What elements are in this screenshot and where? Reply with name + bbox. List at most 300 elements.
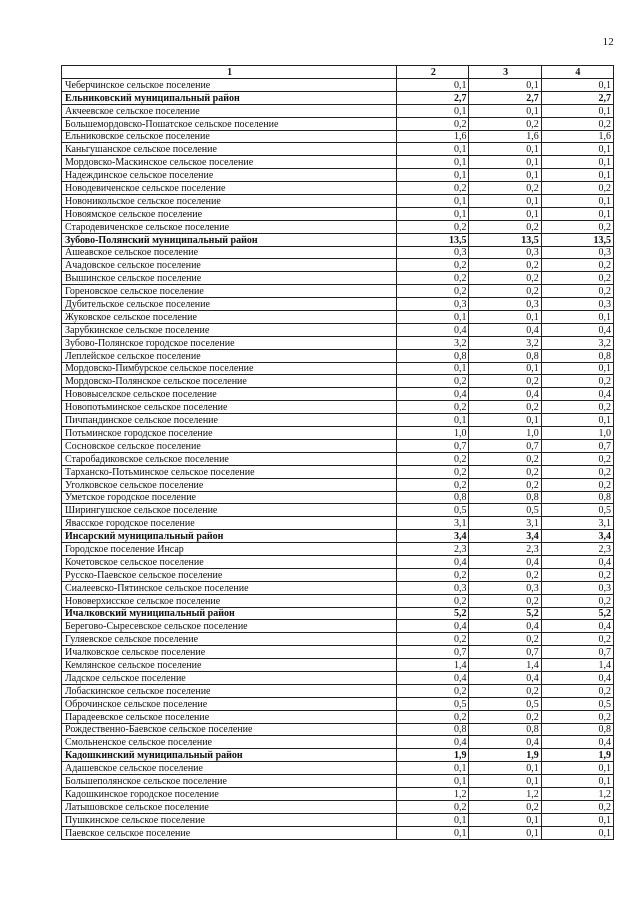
- value-col-4: 0,2: [541, 452, 613, 465]
- table-row: [62, 800, 614, 813]
- value-col-2: 0,2: [397, 633, 469, 646]
- settlement-name: Сосновское сельское поселение: [62, 439, 397, 452]
- table-row: [62, 311, 614, 324]
- value-col-4: 5,2: [541, 607, 613, 620]
- settlement-name: Русско-Паевское сельское поселение: [62, 568, 397, 581]
- table-row: [62, 594, 614, 607]
- value-col-4: 0,2: [541, 478, 613, 491]
- value-col-4: 3,1: [541, 517, 613, 530]
- district-row: [62, 749, 614, 762]
- value-col-3: 0,4: [469, 620, 541, 633]
- value-col-3: 0,8: [469, 491, 541, 504]
- table-row: [62, 156, 614, 169]
- value-col-2: 0,2: [397, 182, 469, 195]
- value-col-2: 0,3: [397, 298, 469, 311]
- table-row: [62, 117, 614, 130]
- value-col-2: 0,5: [397, 697, 469, 710]
- table-row: [62, 787, 614, 800]
- settlement-name: Мордовско-Маскинское сельское поселение: [62, 156, 397, 169]
- settlement-name: Ачадовское сельское поселение: [62, 259, 397, 272]
- district-row: [62, 91, 614, 104]
- value-col-2: 0,1: [397, 143, 469, 156]
- value-col-3: 0,1: [469, 169, 541, 182]
- value-col-2: 0,2: [397, 375, 469, 388]
- table-row: [62, 143, 614, 156]
- table-row: [62, 555, 614, 568]
- value-col-2: 0,1: [397, 826, 469, 839]
- table-row: [62, 349, 614, 362]
- value-col-4: 3,4: [541, 530, 613, 543]
- value-col-4: 0,1: [541, 826, 613, 839]
- value-col-2: 0,7: [397, 439, 469, 452]
- table-row: [62, 104, 614, 117]
- settlement-name: Надеждинское сельское поселение: [62, 169, 397, 182]
- value-col-3: 0,1: [469, 362, 541, 375]
- settlement-name: Сиалеевско-Пятинское сельское поселение: [62, 581, 397, 594]
- table-row: [62, 207, 614, 220]
- table-row: [62, 414, 614, 427]
- value-col-3: 0,2: [469, 800, 541, 813]
- value-col-2: 1,0: [397, 427, 469, 440]
- value-col-4: 0,1: [541, 169, 613, 182]
- value-col-3: 0,2: [469, 220, 541, 233]
- settlement-name: Жуковское сельское поселение: [62, 311, 397, 324]
- value-col-2: 1,4: [397, 659, 469, 672]
- value-col-3: 0,4: [469, 671, 541, 684]
- value-col-4: 0,2: [541, 220, 613, 233]
- value-col-4: 1,4: [541, 659, 613, 672]
- value-col-4: 0,4: [541, 388, 613, 401]
- value-col-3: 1,0: [469, 427, 541, 440]
- value-col-2: 0,3: [397, 246, 469, 259]
- value-col-2: 0,5: [397, 504, 469, 517]
- value-col-3: 0,2: [469, 259, 541, 272]
- value-col-2: 0,4: [397, 736, 469, 749]
- table-row: [62, 671, 614, 684]
- value-col-2: 1,9: [397, 749, 469, 762]
- settlement-name: Кадошкинское городское поселение: [62, 787, 397, 800]
- table-row: [62, 298, 614, 311]
- table-row: [62, 130, 614, 143]
- settlement-name: Пичпандинское сельское поселение: [62, 414, 397, 427]
- value-col-4: 0,4: [541, 736, 613, 749]
- value-col-2: 0,2: [397, 800, 469, 813]
- value-col-4: 0,8: [541, 723, 613, 736]
- value-col-4: 0,1: [541, 79, 613, 92]
- value-col-2: 0,2: [397, 220, 469, 233]
- settlement-name: Адашевское сельское поселение: [62, 762, 397, 775]
- table-row: [62, 659, 614, 672]
- value-col-2: 0,1: [397, 79, 469, 92]
- settlement-name: Инсарский муниципальный район: [62, 530, 397, 543]
- settlement-name: Вышинское сельское поселение: [62, 272, 397, 285]
- value-col-2: 1,2: [397, 787, 469, 800]
- table-row: [62, 439, 614, 452]
- table-row: [62, 272, 614, 285]
- settlement-name: Городское поселение Инсар: [62, 543, 397, 556]
- header-col-1: 1: [62, 66, 397, 79]
- table-row: [62, 736, 614, 749]
- value-col-3: 0,8: [469, 723, 541, 736]
- value-col-3: 0,1: [469, 104, 541, 117]
- settlement-name: Новоникольское сельское поселение: [62, 195, 397, 208]
- value-col-3: 0,2: [469, 272, 541, 285]
- value-col-3: 0,5: [469, 504, 541, 517]
- value-col-2: 0,4: [397, 555, 469, 568]
- settlement-name: Тарханско-Потьминское сельское поселение: [62, 465, 397, 478]
- table-row: [62, 465, 614, 478]
- value-col-2: 0,1: [397, 775, 469, 788]
- settlement-name: Уголковское сельское поселение: [62, 478, 397, 491]
- table-row: [62, 633, 614, 646]
- value-col-2: 0,7: [397, 646, 469, 659]
- value-col-4: 0,1: [541, 775, 613, 788]
- value-col-3: 2,3: [469, 543, 541, 556]
- settlement-name: Ладское сельское поселение: [62, 671, 397, 684]
- table-row: [62, 775, 614, 788]
- value-col-3: 0,2: [469, 117, 541, 130]
- value-col-3: 1,6: [469, 130, 541, 143]
- table-row: [62, 246, 614, 259]
- value-col-4: 0,8: [541, 491, 613, 504]
- value-col-2: 0,4: [397, 620, 469, 633]
- value-col-4: 0,4: [541, 555, 613, 568]
- value-col-4: 0,4: [541, 323, 613, 336]
- value-col-3: 0,3: [469, 581, 541, 594]
- settlement-name: Новодевиченское сельское поселение: [62, 182, 397, 195]
- value-col-4: 3,2: [541, 336, 613, 349]
- value-col-3: 13,5: [469, 233, 541, 246]
- district-row: [62, 530, 614, 543]
- value-col-3: 0,5: [469, 697, 541, 710]
- table-row: [62, 259, 614, 272]
- value-col-2: 0,8: [397, 723, 469, 736]
- settlement-name: Дубительское сельское поселение: [62, 298, 397, 311]
- table-row: [62, 362, 614, 375]
- settlement-name: Зубово-Полянское городское поселение: [62, 336, 397, 349]
- value-col-3: 3,4: [469, 530, 541, 543]
- settlement-name: Большемордовско-Пошатское сельское поселение: [62, 117, 397, 130]
- value-col-4: 2,3: [541, 543, 613, 556]
- value-col-3: 0,2: [469, 710, 541, 723]
- value-col-2: 0,1: [397, 311, 469, 324]
- value-col-2: 0,2: [397, 117, 469, 130]
- table-row: [62, 401, 614, 414]
- value-col-2: 1,6: [397, 130, 469, 143]
- table-row: [62, 646, 614, 659]
- page-number: 12: [602, 36, 614, 48]
- value-col-4: 1,0: [541, 427, 613, 440]
- value-col-3: 0,4: [469, 555, 541, 568]
- value-col-4: 0,2: [541, 375, 613, 388]
- value-col-2: 0,1: [397, 362, 469, 375]
- table-row: [62, 543, 614, 556]
- table-row: [62, 375, 614, 388]
- value-col-3: 0,8: [469, 349, 541, 362]
- value-col-3: 2,7: [469, 91, 541, 104]
- table-row: [62, 182, 614, 195]
- settlement-name: Зубово-Полянский муниципальный район: [62, 233, 397, 246]
- settlement-name: Ельниковский муниципальный район: [62, 91, 397, 104]
- value-col-3: 0,7: [469, 439, 541, 452]
- value-col-4: 0,2: [541, 800, 613, 813]
- settlement-name: Чеберчинское сельское поселение: [62, 79, 397, 92]
- value-col-2: 0,1: [397, 156, 469, 169]
- table-header-row: [62, 66, 614, 79]
- table-row: [62, 710, 614, 723]
- value-col-3: 0,1: [469, 775, 541, 788]
- value-col-4: 0,1: [541, 156, 613, 169]
- settlement-name: Явасское городское поселение: [62, 517, 397, 530]
- value-col-2: 0,1: [397, 195, 469, 208]
- value-col-2: 0,2: [397, 684, 469, 697]
- settlement-name: Ельниковское сельское поселение: [62, 130, 397, 143]
- value-col-2: 0,3: [397, 581, 469, 594]
- table-body: [62, 79, 614, 840]
- value-col-3: 0,4: [469, 736, 541, 749]
- table-row: [62, 826, 614, 839]
- settlement-name: Кадошкинский муниципальный район: [62, 749, 397, 762]
- value-col-2: 0,1: [397, 207, 469, 220]
- value-col-3: 0,1: [469, 207, 541, 220]
- settlement-name: Смольненское сельское поселение: [62, 736, 397, 749]
- settlement-name: Старобадиковское сельское поселение: [62, 452, 397, 465]
- table-row: [62, 79, 614, 92]
- value-col-4: 0,5: [541, 697, 613, 710]
- value-col-2: 3,2: [397, 336, 469, 349]
- value-col-3: 0,7: [469, 646, 541, 659]
- value-col-2: 0,2: [397, 259, 469, 272]
- settlement-name: Леплейское сельское поселение: [62, 349, 397, 362]
- settlement-name: Паевское сельское поселение: [62, 826, 397, 839]
- value-col-4: 0,5: [541, 504, 613, 517]
- value-col-4: 0,2: [541, 594, 613, 607]
- value-col-4: 13,5: [541, 233, 613, 246]
- table-row: [62, 169, 614, 182]
- value-col-3: 3,2: [469, 336, 541, 349]
- value-col-3: 0,1: [469, 311, 541, 324]
- value-col-3: 0,2: [469, 478, 541, 491]
- table-row: [62, 504, 614, 517]
- value-col-4: 0,1: [541, 813, 613, 826]
- value-col-4: 0,2: [541, 272, 613, 285]
- value-col-2: 0,2: [397, 452, 469, 465]
- district-row: [62, 233, 614, 246]
- value-col-3: 0,1: [469, 813, 541, 826]
- value-col-2: 0,2: [397, 401, 469, 414]
- value-col-2: 0,2: [397, 272, 469, 285]
- value-col-2: 0,2: [397, 478, 469, 491]
- value-col-4: 0,2: [541, 401, 613, 414]
- value-col-4: 1,6: [541, 130, 613, 143]
- value-col-3: 0,2: [469, 568, 541, 581]
- settlement-name: Пушкинское сельское поселение: [62, 813, 397, 826]
- value-col-3: 0,2: [469, 465, 541, 478]
- table-row: [62, 195, 614, 208]
- value-col-2: 2,7: [397, 91, 469, 104]
- value-col-4: 0,2: [541, 633, 613, 646]
- settlement-name: Каньгушанское сельское поселение: [62, 143, 397, 156]
- value-col-2: 0,4: [397, 388, 469, 401]
- value-col-4: 0,1: [541, 104, 613, 117]
- value-col-4: 0,1: [541, 207, 613, 220]
- value-col-3: 0,1: [469, 195, 541, 208]
- header-col-4: 4: [541, 66, 613, 79]
- settlement-name: Мордовско-Полянское сельское поселение: [62, 375, 397, 388]
- value-col-4: 0,2: [541, 465, 613, 478]
- value-col-4: 0,1: [541, 362, 613, 375]
- table-row: [62, 285, 614, 298]
- value-col-2: 0,2: [397, 568, 469, 581]
- value-col-3: 0,2: [469, 401, 541, 414]
- settlement-name: Гуляевское сельское поселение: [62, 633, 397, 646]
- value-col-3: 0,2: [469, 452, 541, 465]
- value-col-2: 0,1: [397, 169, 469, 182]
- table-row: [62, 684, 614, 697]
- settlement-name: Ичалковское сельское поселение: [62, 646, 397, 659]
- value-col-2: 0,1: [397, 414, 469, 427]
- value-col-4: 0,4: [541, 671, 613, 684]
- table-row: [62, 581, 614, 594]
- settlement-name: Берегово-Сыресевское сельское поселение: [62, 620, 397, 633]
- settlement-name: Ширингушское сельское поселение: [62, 504, 397, 517]
- value-col-4: 0,2: [541, 182, 613, 195]
- table-row: [62, 427, 614, 440]
- value-col-4: 0,2: [541, 117, 613, 130]
- value-col-3: 5,2: [469, 607, 541, 620]
- value-col-4: 0,2: [541, 259, 613, 272]
- table-row: [62, 762, 614, 775]
- district-row: [62, 607, 614, 620]
- value-col-4: 0,8: [541, 349, 613, 362]
- value-col-2: 2,3: [397, 543, 469, 556]
- value-col-4: 0,3: [541, 581, 613, 594]
- settlement-name: Лобаскинское сельское поселение: [62, 684, 397, 697]
- value-col-2: 3,1: [397, 517, 469, 530]
- value-col-4: 0,3: [541, 246, 613, 259]
- settlement-name: Нововерхисское сельское поселение: [62, 594, 397, 607]
- table-row: [62, 388, 614, 401]
- value-col-2: 13,5: [397, 233, 469, 246]
- table-row: [62, 220, 614, 233]
- settlement-name: Гореновское сельское поселение: [62, 285, 397, 298]
- value-col-4: 0,1: [541, 143, 613, 156]
- value-col-2: 5,2: [397, 607, 469, 620]
- settlement-name: Уметское городское поселение: [62, 491, 397, 504]
- table-row: [62, 491, 614, 504]
- settlement-name: Нововыселское сельское поселение: [62, 388, 397, 401]
- table-row: [62, 517, 614, 530]
- settlement-name: Акчеевское сельское поселение: [62, 104, 397, 117]
- settlement-name: Стародевиченское сельское поселение: [62, 220, 397, 233]
- settlement-name: Новопотьминское сельское поселение: [62, 401, 397, 414]
- value-col-3: 0,1: [469, 826, 541, 839]
- header-col-2: 2: [397, 66, 469, 79]
- value-col-4: 0,1: [541, 414, 613, 427]
- value-col-3: 0,3: [469, 298, 541, 311]
- value-col-4: 0,7: [541, 646, 613, 659]
- settlement-name: Кочетовское сельское поселение: [62, 555, 397, 568]
- value-col-4: 0,4: [541, 620, 613, 633]
- value-col-4: 0,1: [541, 311, 613, 324]
- value-col-3: 1,9: [469, 749, 541, 762]
- value-col-4: 0,1: [541, 195, 613, 208]
- value-col-4: 0,2: [541, 568, 613, 581]
- value-col-3: 0,3: [469, 246, 541, 259]
- table-row: [62, 813, 614, 826]
- table-row: [62, 723, 614, 736]
- settlement-name: Новоямское сельское поселение: [62, 207, 397, 220]
- value-col-3: 1,2: [469, 787, 541, 800]
- table-row: [62, 452, 614, 465]
- value-col-3: 0,4: [469, 388, 541, 401]
- value-col-3: 0,1: [469, 414, 541, 427]
- table-row: [62, 323, 614, 336]
- value-col-3: 0,2: [469, 633, 541, 646]
- value-col-3: 0,2: [469, 594, 541, 607]
- table-row: [62, 697, 614, 710]
- value-col-4: 0,3: [541, 298, 613, 311]
- value-col-2: 0,2: [397, 285, 469, 298]
- value-col-2: 0,1: [397, 762, 469, 775]
- settlement-name: Кемлянское сельское поселение: [62, 659, 397, 672]
- settlement-name: Парадеевское сельское поселение: [62, 710, 397, 723]
- settlement-name: Потьминское городское поселение: [62, 427, 397, 440]
- value-col-4: 1,2: [541, 787, 613, 800]
- value-col-4: 1,9: [541, 749, 613, 762]
- value-col-3: 0,1: [469, 143, 541, 156]
- value-col-3: 0,1: [469, 156, 541, 169]
- header-col-3: 3: [469, 66, 541, 79]
- value-col-3: 0,2: [469, 375, 541, 388]
- value-col-3: 0,2: [469, 684, 541, 697]
- value-col-2: 0,4: [397, 323, 469, 336]
- value-col-3: 0,1: [469, 762, 541, 775]
- value-col-2: 0,2: [397, 594, 469, 607]
- table-row: [62, 568, 614, 581]
- settlement-name: Большеполянское сельское поселение: [62, 775, 397, 788]
- value-col-2: 0,8: [397, 349, 469, 362]
- value-col-2: 0,2: [397, 710, 469, 723]
- settlement-name: Ичалковский муниципальный район: [62, 607, 397, 620]
- table-row: [62, 620, 614, 633]
- value-col-3: 1,4: [469, 659, 541, 672]
- table-row: [62, 478, 614, 491]
- value-col-3: 0,2: [469, 182, 541, 195]
- value-col-4: 0,2: [541, 684, 613, 697]
- data-table: [61, 65, 614, 840]
- value-col-2: 3,4: [397, 530, 469, 543]
- settlement-name: Мордовско-Пимбурское сельское поселение: [62, 362, 397, 375]
- value-col-2: 0,1: [397, 104, 469, 117]
- value-col-4: 0,2: [541, 710, 613, 723]
- value-col-3: 0,4: [469, 323, 541, 336]
- value-col-3: 0,2: [469, 285, 541, 298]
- settlement-name: Зарубкинское сельское поселение: [62, 323, 397, 336]
- value-col-2: 0,8: [397, 491, 469, 504]
- value-col-2: 0,1: [397, 813, 469, 826]
- settlement-name: Рождественно-Баевское сельское поселение: [62, 723, 397, 736]
- value-col-4: 0,7: [541, 439, 613, 452]
- value-col-2: 0,2: [397, 465, 469, 478]
- table-row: [62, 336, 614, 349]
- value-col-4: 2,7: [541, 91, 613, 104]
- settlement-name: Латышовское сельское поселение: [62, 800, 397, 813]
- value-col-3: 3,1: [469, 517, 541, 530]
- settlement-name: Оброчинское сельское поселение: [62, 697, 397, 710]
- value-col-4: 0,2: [541, 285, 613, 298]
- value-col-2: 0,4: [397, 671, 469, 684]
